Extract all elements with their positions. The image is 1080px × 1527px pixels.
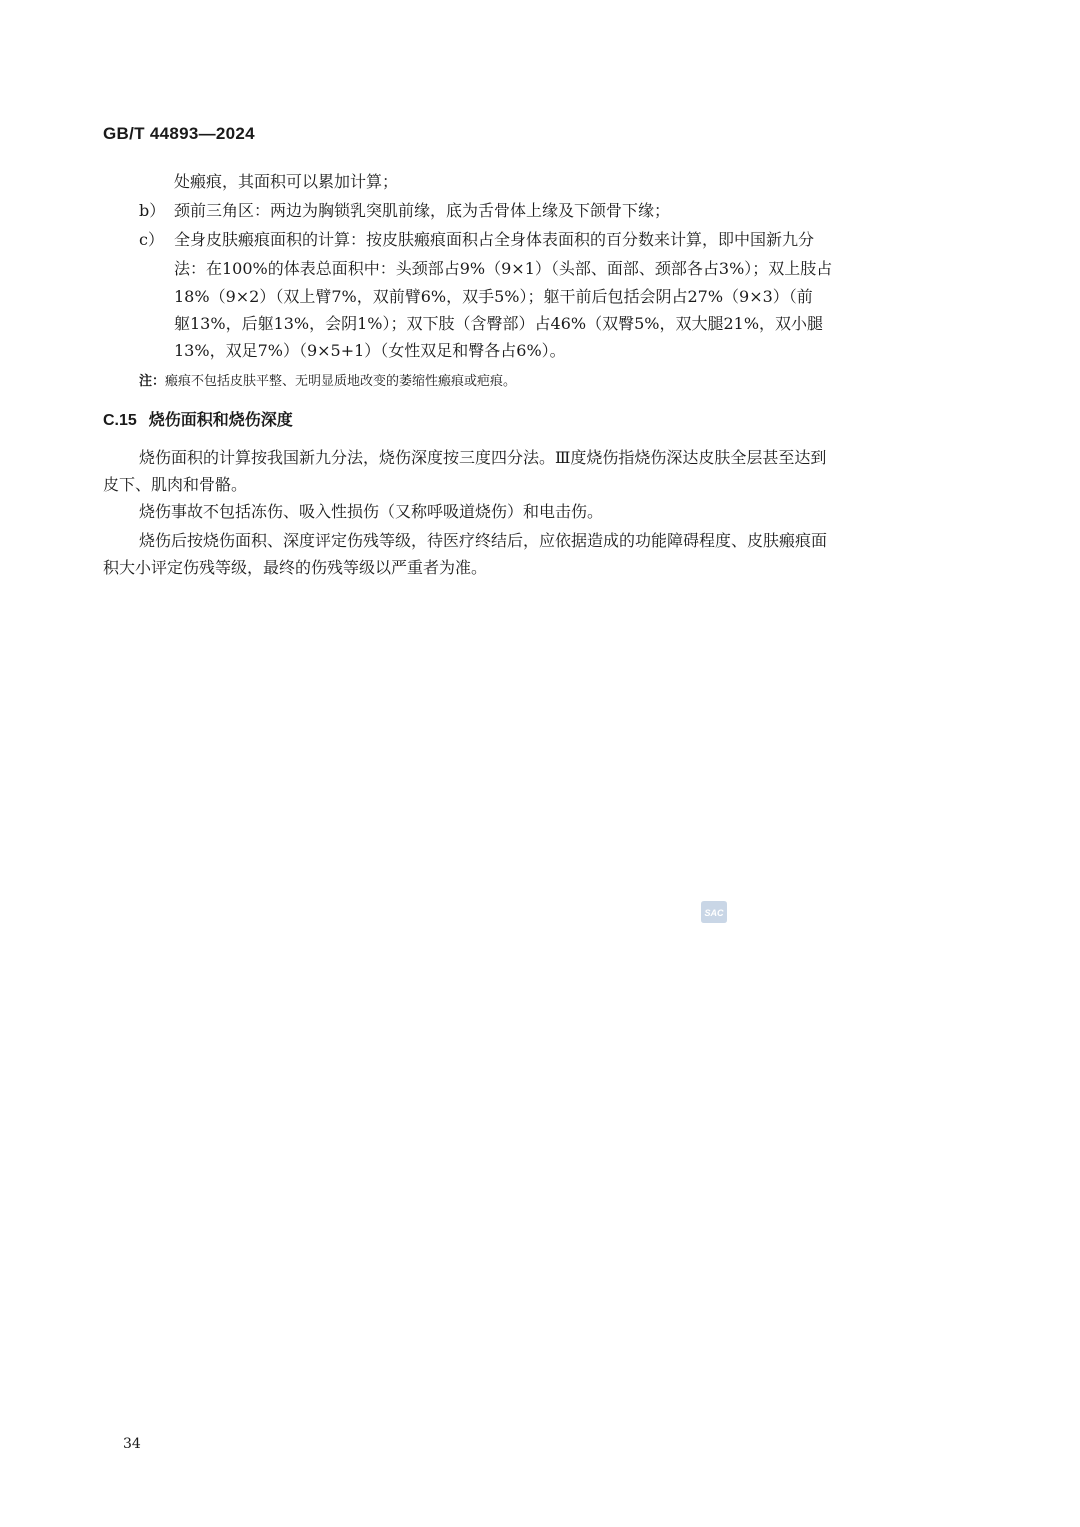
list-continuation: 处瘢痕，其面积可以累加计算；	[174, 172, 399, 191]
section-number: C.15	[103, 412, 137, 429]
paragraph-line: 积大小评定伤残等级，最终的伤残等级以严重者为准。	[103, 558, 488, 577]
item-c-line: 躯13%，后躯13%，会阴1%）；双下肢（含臀部）占46%（双臀5%，双大腿21%，双小腿	[174, 314, 824, 333]
item-c-line: 18%（9×2）（双上臂7%，双前臂6%，双手5%）；躯干前后包括会阴占27%（9×3）（前	[174, 287, 813, 306]
watermark-text: SAC	[704, 908, 724, 918]
item-b-text: 颈前三角区：两边为胸锁乳突肌前缘，底为舌骨体上缘及下颌骨下缘；	[174, 201, 671, 220]
sac-watermark-logo	[700, 899, 728, 925]
item-c-line: 13%，双足7%）（9×5+1）（女性双足和臀各占6%）。	[174, 341, 566, 360]
section-title: 烧伤面积和烧伤深度	[148, 412, 293, 429]
paragraph-line: 烧伤事故不包括冻伤、吸入性损伤（又称呼吸道烧伤）和电击伤。	[139, 502, 604, 521]
item-c-marker: c）	[139, 230, 164, 249]
standard-code: GB/T 44893—2024	[103, 124, 255, 143]
section-heading	[103, 411, 293, 431]
item-c-line: 法：在100%的体表总面积中：头颈部占9%（9×1）（头部、面部、颈部各占3%）；双上肢占	[174, 259, 833, 278]
paragraph-line: 烧伤面积的计算按我国新九分法，烧伤深度按三度四分法。Ⅲ度烧伤指烧伤深达皮肤全层甚至达到	[139, 448, 827, 467]
paragraph-line: 皮下、肌肉和骨骼。	[103, 475, 248, 494]
note	[139, 373, 516, 390]
item-b-marker: b）	[139, 201, 166, 220]
note-label: 注：	[139, 373, 166, 388]
paragraph-line: 烧伤后按烧伤面积、深度评定伤残等级，待医疗终结后，应依据造成的功能障碍程度、皮肤瘢痕面	[139, 531, 828, 550]
item-c-line: 全身皮肤瘢痕面积的计算：按皮肤瘢痕面积占全身体表面积的百分数来计算，即中国新九分	[174, 230, 815, 249]
page-number: 34	[123, 1436, 141, 1452]
note-text: 瘢痕不包括皮肤平整、无明显质地改变的萎缩性瘢痕或疤痕。	[165, 374, 517, 389]
